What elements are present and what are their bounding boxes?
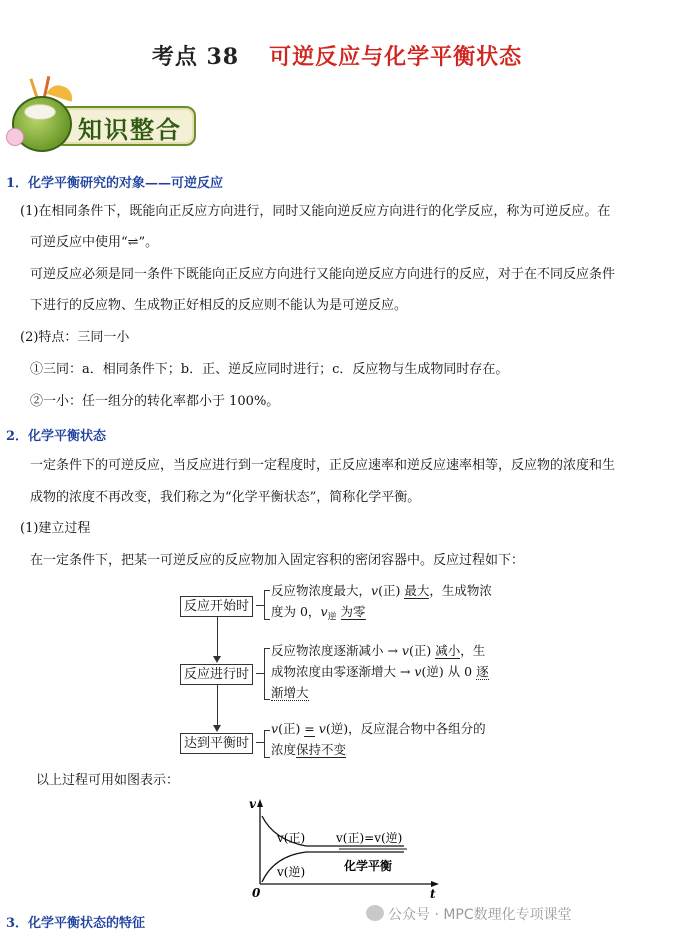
connector — [256, 605, 264, 606]
flower-icon — [6, 128, 24, 146]
rate-time-graph — [244, 796, 444, 902]
paragraph: ②一小：任一组分的转化率都小于 100%。 — [30, 394, 280, 409]
paragraph: (1)建立过程 — [20, 521, 91, 536]
stage-box-equilibrium: 达到平衡时 — [180, 733, 253, 754]
paragraph: ①三同：a．相同条件下；b．正、逆反应同时进行；c．反应物与生成物同时存在。 — [30, 362, 509, 377]
flow-arrow — [213, 656, 221, 663]
badge-text: 知识整合 — [78, 115, 182, 144]
paragraph: 一定条件下的可逆反应，当反应进行到一定程度时，正反应速率和逆反应速率相等，反应物的浓度和生 — [30, 458, 616, 473]
page-title — [0, 40, 674, 71]
brace — [264, 730, 270, 758]
forward-rate-label: v(正) — [277, 831, 306, 845]
section-2-heading: 2．化学平衡状态 — [6, 429, 107, 444]
equilibrium-label: 化学平衡 — [344, 859, 393, 873]
brace — [264, 590, 270, 620]
flow-arrow — [213, 725, 221, 732]
paragraph: 以上过程可用如图表示： — [36, 773, 180, 788]
section-1-heading: 1．化学平衡研究的对象——可逆反应 — [6, 176, 224, 191]
stage-box-progress: 反应进行时 — [180, 664, 253, 685]
stage-box-start: 反应开始时 — [180, 596, 253, 617]
section-badge — [6, 84, 196, 156]
paragraph: 下进行的反应物、生成物正好相反的反应则不能认为是可逆反应。 — [30, 298, 408, 313]
brace — [264, 648, 270, 700]
x-axis-label: t — [430, 887, 436, 901]
flow-line — [217, 684, 218, 725]
paragraph: 可逆反应中使用“⇌”。 — [30, 235, 159, 250]
paragraph: 成物的浓度不再改变，我们称之为“化学平衡状态”，简称化学平衡。 — [30, 490, 421, 505]
paragraph: (1)在相同条件下，既能向正反应方向进行，同时又能向逆反应方向进行的化学反应，称为可逆反应。在 — [20, 204, 611, 219]
y-axis-arrow — [257, 799, 263, 807]
equilibrium-description: v(正) = v(逆)，反应混合物中各组分的 浓度保持不变 — [271, 721, 486, 757]
paragraph: 可逆反应必须是同一条件下既能向正反应方向进行又能向逆反应方向进行的反应，对于在不同反应条件 — [30, 267, 616, 282]
flow-line — [217, 616, 218, 656]
paragraph: (2)特点：三同一小 — [20, 330, 130, 345]
equal-rates-label: v(正)=v(逆) — [336, 831, 403, 845]
topic-number: 考点 38 — [151, 44, 240, 70]
y-axis-label: v — [249, 797, 256, 811]
reverse-rate-label: v(逆) — [277, 865, 306, 879]
paragraph: 在一定条件下，把某一可逆反应的反应物加入固定容积的密闭容器中。反应过程如下： — [30, 553, 525, 568]
topic-name: 可逆反应与化学平衡状态 — [269, 44, 523, 70]
connector — [256, 673, 264, 674]
connector — [256, 742, 264, 743]
watermark: 公众号 · MPC数理化专项课堂 — [388, 907, 572, 923]
progress-description: 反应物浓度逐渐减小 → v(正) 减小，生 成物浓度由零逐渐增大 → v(逆) 从 0 逐 渐增大 — [271, 643, 489, 700]
wechat-icon — [366, 905, 384, 921]
badge-banner — [54, 106, 196, 146]
origin-label: 0 — [252, 886, 261, 900]
start-description: 反应物浓度最大，v(正) 最大，生成物浓 度为 0，$v_逆$ 为零 — [271, 583, 492, 623]
section-3-heading: 3．化学平衡状态的特征 — [6, 916, 146, 931]
